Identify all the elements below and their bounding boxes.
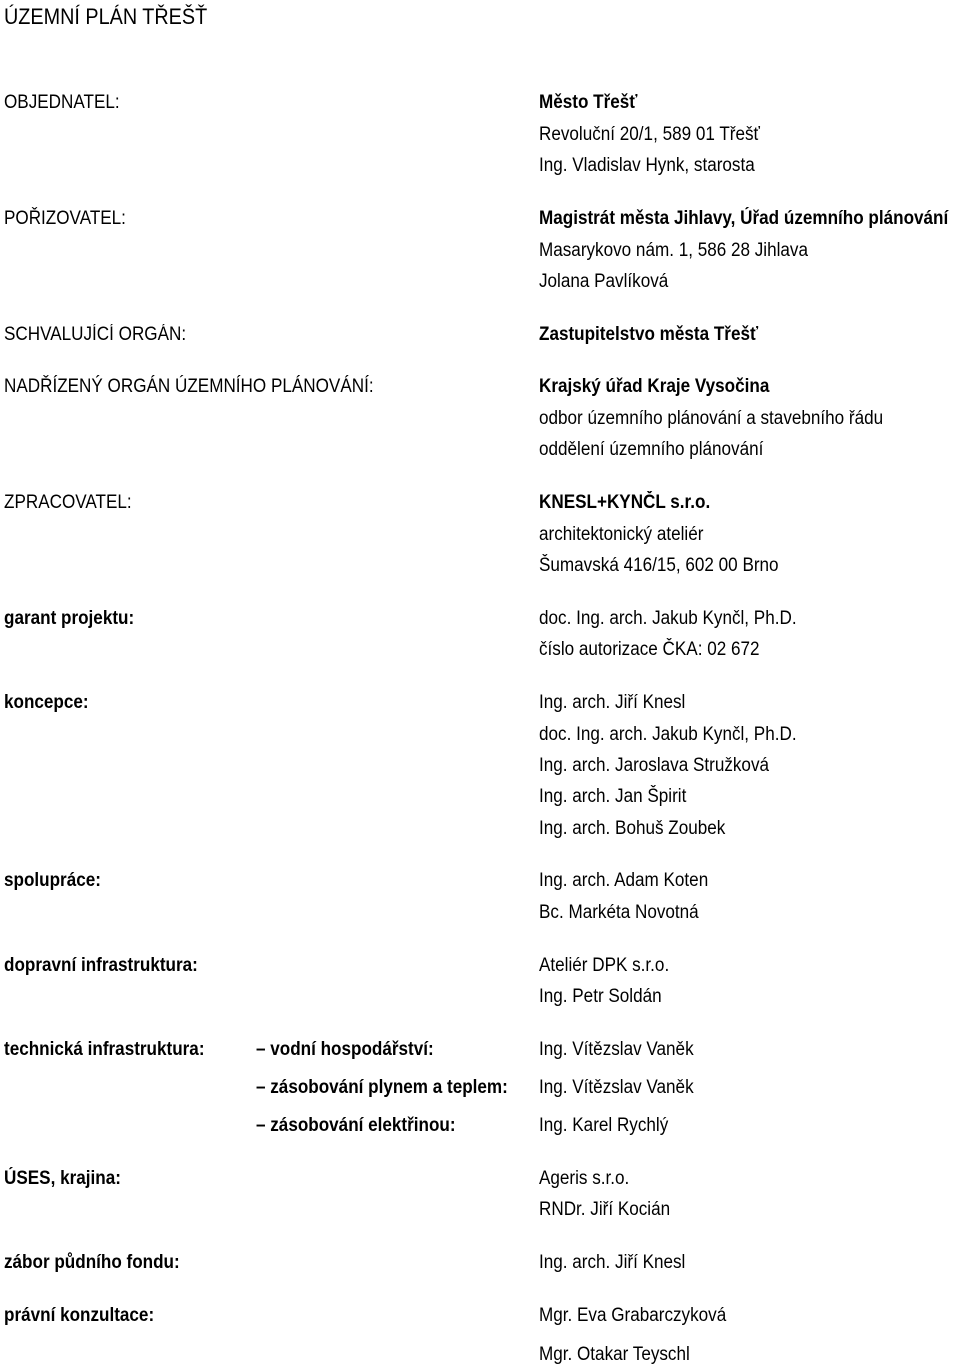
- technicka-sub-label: – zásobování plynem a teplem:: [256, 1077, 508, 1098]
- spoluprace-person: Bc. Markéta Novotná: [539, 902, 699, 923]
- schvalujici-label: SCHVALUJÍCÍ ORGÁN:: [4, 324, 187, 345]
- porizovatel-person: Jolana Pavlíková: [539, 271, 669, 292]
- pravni-person: Mgr. Eva Grabarczyková: [539, 1305, 727, 1326]
- porizovatel-label: POŘIZOVATEL:: [4, 208, 126, 229]
- objednatel-address: Revoluční 20/1, 589 01 Třešť: [539, 124, 760, 145]
- document-title: ÚZEMNÍ PLÁN TŘEŠŤ: [4, 4, 208, 29]
- koncepce-person: Ing. arch. Jiří Knesl: [539, 692, 686, 713]
- uses-label: ÚSES, krajina:: [4, 1168, 121, 1189]
- zabor-person: Ing. arch. Jiří Knesl: [539, 1252, 686, 1273]
- spoluprace-label: spolupráce:: [4, 870, 101, 891]
- dopravni-label: dopravní infrastruktura:: [4, 955, 198, 976]
- koncepce-label: koncepce:: [4, 692, 89, 713]
- nadrizeny-line3: oddělení územního plánování: [539, 439, 764, 460]
- porizovatel-address: Masarykovo nám. 1, 586 28 Jihlava: [539, 240, 809, 261]
- technicka-sub-person: Ing. Vítězslav Vaněk: [539, 1077, 694, 1098]
- technicka-label: technická infrastruktura:: [4, 1039, 205, 1060]
- porizovatel-name: Magistrát města Jihlavy, Úřad územního plánování: [539, 208, 949, 229]
- objednatel-label: OBJEDNATEL:: [4, 92, 120, 113]
- technicka-sub-label: – zásobování elektřinou:: [256, 1115, 456, 1136]
- zabor-label: zábor půdního fondu:: [4, 1252, 180, 1273]
- koncepce-person: Ing. arch. Bohuš Zoubek: [539, 818, 726, 839]
- objednatel-name: Město Třešť: [539, 92, 638, 113]
- nadrizeny-name: Krajský úřad Kraje Vysočina: [539, 376, 770, 397]
- uses-person: RNDr. Jiří Kocián: [539, 1199, 671, 1220]
- dopravni-person: Ateliér DPK s.r.o.: [539, 955, 670, 976]
- nadrizeny-line2: odbor územního plánování a stavebního řádu: [539, 408, 884, 429]
- pravni-label: právní konzultace:: [4, 1305, 155, 1326]
- zpracovatel-line2: architektonický ateliér: [539, 524, 704, 545]
- koncepce-person: Ing. arch. Jaroslava Stružková: [539, 755, 770, 776]
- garant-person: doc. Ing. arch. Jakub Kynčl, Ph.D.: [539, 608, 797, 629]
- spoluprace-person: Ing. arch. Adam Koten: [539, 870, 709, 891]
- nadrizeny-label: NADŘÍZENÝ ORGÁN ÚZEMNÍHO PLÁNOVÁNÍ:: [4, 376, 374, 397]
- uses-person: Ageris s.r.o.: [539, 1168, 630, 1189]
- zpracovatel-label: ZPRACOVATEL:: [4, 492, 132, 513]
- schvalujici-name: Zastupitelstvo města Třešť: [539, 324, 759, 345]
- technicka-sub-person: Ing. Vítězslav Vaněk: [539, 1039, 694, 1060]
- koncepce-person: doc. Ing. arch. Jakub Kynčl, Ph.D.: [539, 724, 797, 745]
- zpracovatel-name: KNESL+KYNČL s.r.o.: [539, 492, 711, 513]
- koncepce-person: Ing. arch. Jan Špirit: [539, 786, 687, 807]
- garant-label: garant projektu:: [4, 608, 135, 629]
- pravni-person: Mgr. Otakar Teyschl: [539, 1344, 690, 1365]
- zpracovatel-line3: Šumavská 416/15, 602 00 Brno: [539, 555, 779, 576]
- technicka-sub-person: Ing. Karel Rychlý: [539, 1115, 669, 1136]
- technicka-sub-label: – vodní hospodářství:: [256, 1039, 434, 1060]
- dopravni-person: Ing. Petr Soldán: [539, 986, 662, 1007]
- garant-authorization: číslo autorizace ČKA: 02 672: [539, 639, 760, 660]
- objednatel-person: Ing. Vladislav Hynk, starosta: [539, 155, 755, 176]
